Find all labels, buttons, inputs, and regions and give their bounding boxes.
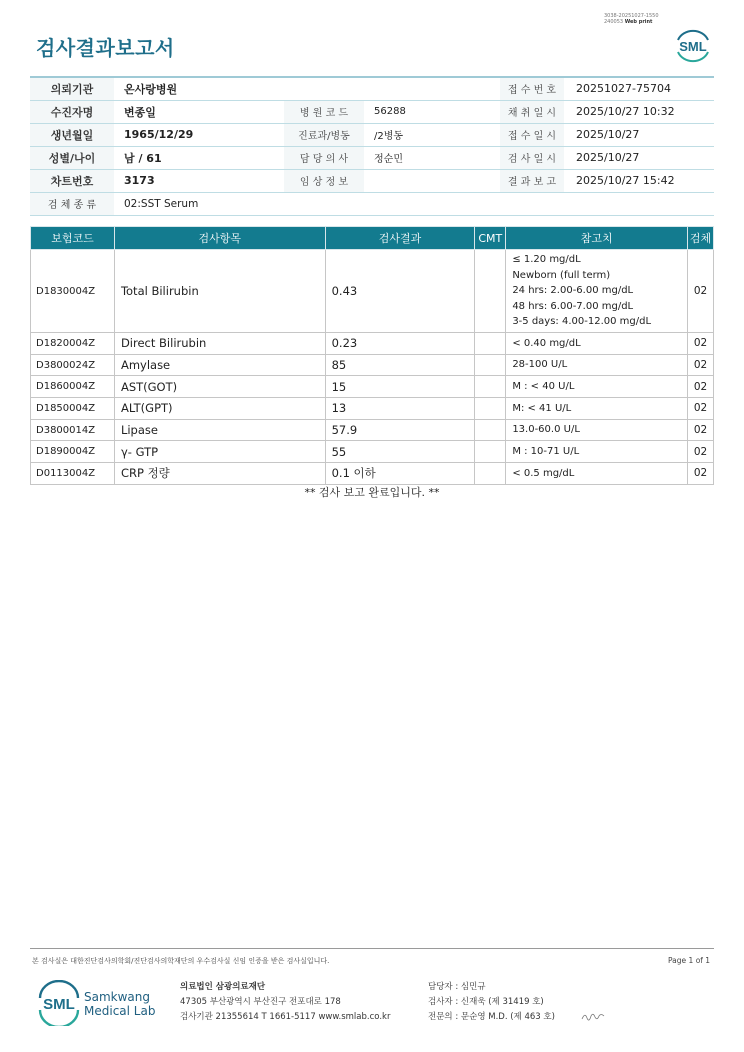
reference-range: < 0.40 mg/dL — [506, 333, 688, 355]
info-label: 접 수 번 호 — [500, 77, 564, 100]
document-code-line1: 3038-20251027-1550 — [604, 13, 659, 19]
info-row — [30, 192, 714, 215]
staff-info — [428, 980, 555, 1025]
info-row — [30, 169, 714, 192]
specimen-code: 02 — [688, 376, 714, 398]
insurance-code: D0113004Z — [31, 463, 115, 485]
insurance-code: D1850004Z — [31, 398, 115, 420]
reference-range: M: < 41 U/L — [506, 398, 688, 420]
table-row — [31, 250, 714, 333]
specimen-code: 02 — [688, 419, 714, 441]
test-result: 0.1 이하 — [325, 463, 475, 485]
hospital-code: 56288 — [364, 100, 500, 123]
patient-info-table — [30, 76, 714, 216]
reference-line: 3-5 days: 4.00-12.00 mg/dL — [512, 316, 652, 328]
test-name: Amylase — [114, 354, 325, 376]
clinical-info — [364, 169, 500, 192]
info-label: 생년월일 — [30, 123, 114, 146]
organization-info — [180, 980, 390, 1025]
comment-cell — [475, 376, 506, 398]
results-table — [30, 226, 714, 485]
test-result: 15 — [325, 376, 475, 398]
comment-cell — [475, 463, 506, 485]
reference-line: 48 hrs: 6.00-7.00 mg/dL — [512, 300, 634, 312]
birth-date: 1965/12/29 — [114, 123, 284, 146]
specimen-code: 02 — [688, 398, 714, 420]
info-label: 접 수 일 시 — [500, 123, 564, 146]
reference-line: Newborn (full term) — [512, 269, 611, 281]
reference-line: ≤ 1.20 mg/dL — [512, 254, 581, 266]
sex-age: 남 / 61 — [114, 146, 284, 169]
table-row — [31, 419, 714, 441]
column-header: 참고치 — [506, 227, 688, 250]
staff-tester: 검사자 : 신재욱 (제 31419 호) — [428, 997, 544, 1007]
table-row — [31, 354, 714, 376]
test-result: 0.43 — [325, 250, 475, 333]
test-name: AST(GOT) — [114, 376, 325, 398]
specimen-type: 02:SST Serum — [114, 192, 714, 215]
test-name: ALT(GPT) — [114, 398, 325, 420]
insurance-code: D1890004Z — [31, 441, 115, 463]
insurance-code: D1820004Z — [31, 333, 115, 355]
document-code-line2: 240053 Web print — [604, 19, 653, 25]
column-header: 보험코드 — [31, 227, 115, 250]
staff-in-charge: 담당자 : 심민규 — [428, 982, 486, 992]
info-label: 성별/나이 — [30, 146, 114, 169]
table-row — [31, 398, 714, 420]
specimen-code: 02 — [688, 250, 714, 333]
results-header-row — [31, 227, 714, 250]
info-row — [30, 146, 714, 169]
info-label: 병 원 코 드 — [284, 100, 364, 123]
signature-icon — [580, 1010, 606, 1024]
collection-datetime: 2025/10/27 10:32 — [564, 100, 714, 123]
test-name: Direct Bilirubin — [114, 333, 325, 355]
organization-name: 의료법인 삼광의료재단 — [180, 982, 266, 992]
reference-range: M : 10-71 U/L — [506, 441, 688, 463]
column-header: CMT — [475, 227, 506, 250]
insurance-code: D1830004Z — [31, 250, 115, 333]
comment-cell — [475, 398, 506, 420]
insurance-code: D1860004Z — [31, 376, 115, 398]
test-result: 0.23 — [325, 333, 475, 355]
info-row — [30, 100, 714, 123]
staff-specialist: 전문의 : 문순영 M.D. (제 463 호) — [428, 1012, 555, 1022]
table-row — [31, 463, 714, 485]
sml-logo-text: SML — [679, 39, 707, 54]
receipt-number: 20251027-75704 — [564, 77, 714, 100]
test-name: Total Bilirubin — [114, 250, 325, 333]
info-label: 결 과 보 고 — [500, 169, 564, 192]
comment-cell — [475, 250, 506, 333]
info-row — [30, 123, 714, 146]
accreditation-note: 본 검사실은 대한진단검사의학회/진단검사의학재단의 우수검사실 신임 인증을 받은 검사실입니다. — [32, 957, 330, 965]
footer-divider — [30, 948, 714, 949]
reference-range: < 0.5 mg/dL — [506, 463, 688, 485]
insurance-code: D3800014Z — [31, 419, 115, 441]
test-name: CRP 정량 — [114, 463, 325, 485]
requesting-institution: 온사랑병원 — [114, 77, 500, 100]
comment-cell — [475, 441, 506, 463]
specimen-code: 02 — [688, 354, 714, 376]
patient-name: 변종일 — [114, 100, 284, 123]
table-row — [31, 376, 714, 398]
info-row — [30, 77, 714, 100]
specimen-code: 02 — [688, 333, 714, 355]
test-result: 85 — [325, 354, 475, 376]
test-name: γ- GTP — [114, 441, 325, 463]
reference-line: 24 hrs: 2.00-6.00 mg/dL — [512, 285, 634, 297]
brand-name — [84, 990, 155, 1018]
organization-address: 47305 부산광역시 부산진구 전포대로 178 — [180, 997, 341, 1007]
brand-line-2: Medical Lab — [84, 1004, 156, 1018]
receipt-date: 2025/10/27 — [564, 123, 714, 146]
info-label: 검 체 종 류 — [30, 192, 114, 215]
column-header: 검사항목 — [114, 227, 325, 250]
reference-range — [506, 250, 688, 333]
page-number: Page 1 of 1 — [668, 956, 711, 965]
column-header: 검사결과 — [325, 227, 475, 250]
sml-logo-icon — [673, 26, 713, 64]
department-ward: /2병동 — [364, 123, 500, 146]
reference-range: 28-100 U/L — [506, 354, 688, 376]
test-name: Lipase — [114, 419, 325, 441]
column-header: 검체 — [688, 227, 714, 250]
info-label: 차트번호 — [30, 169, 114, 192]
test-result: 55 — [325, 441, 475, 463]
sml-footer-logo-icon — [36, 980, 82, 1026]
info-label: 담 당 의 사 — [284, 146, 364, 169]
sml-footer-logo-text: SML — [43, 996, 75, 1013]
document-code — [604, 13, 659, 25]
brand-line-1: Samkwang — [84, 990, 150, 1004]
test-result: 13 — [325, 398, 475, 420]
page-title: 검사결과보고서 — [36, 36, 175, 60]
info-label: 채 취 일 시 — [500, 100, 564, 123]
chart-number: 3173 — [114, 169, 284, 192]
comment-cell — [475, 419, 506, 441]
info-label: 검 사 일 시 — [500, 146, 564, 169]
info-label: 수진자명 — [30, 100, 114, 123]
table-row — [31, 333, 714, 355]
comment-cell — [475, 354, 506, 376]
test-result: 57.9 — [325, 419, 475, 441]
web-print-label: Web print — [624, 19, 653, 25]
reference-range: 13.0-60.0 U/L — [506, 419, 688, 441]
info-label: 임 상 정 보 — [284, 169, 364, 192]
test-date: 2025/10/27 — [564, 146, 714, 169]
completion-notice: ** 검사 보고 완료입니다. ** — [304, 486, 440, 499]
specimen-code: 02 — [688, 463, 714, 485]
insurance-code: D3800024Z — [31, 354, 115, 376]
attending-doctor: 정순민 — [364, 146, 500, 169]
reference-range: M : < 40 U/L — [506, 376, 688, 398]
comment-cell — [475, 333, 506, 355]
info-label: 의뢰기관 — [30, 77, 114, 100]
table-row — [31, 441, 714, 463]
info-label: 진료과/병동 — [284, 123, 364, 146]
report-datetime: 2025/10/27 15:42 — [564, 169, 714, 192]
organization-contact: 검사기관 21355614 T 1661-5117 www.smlab.co.kr — [180, 1012, 391, 1022]
specimen-code: 02 — [688, 441, 714, 463]
